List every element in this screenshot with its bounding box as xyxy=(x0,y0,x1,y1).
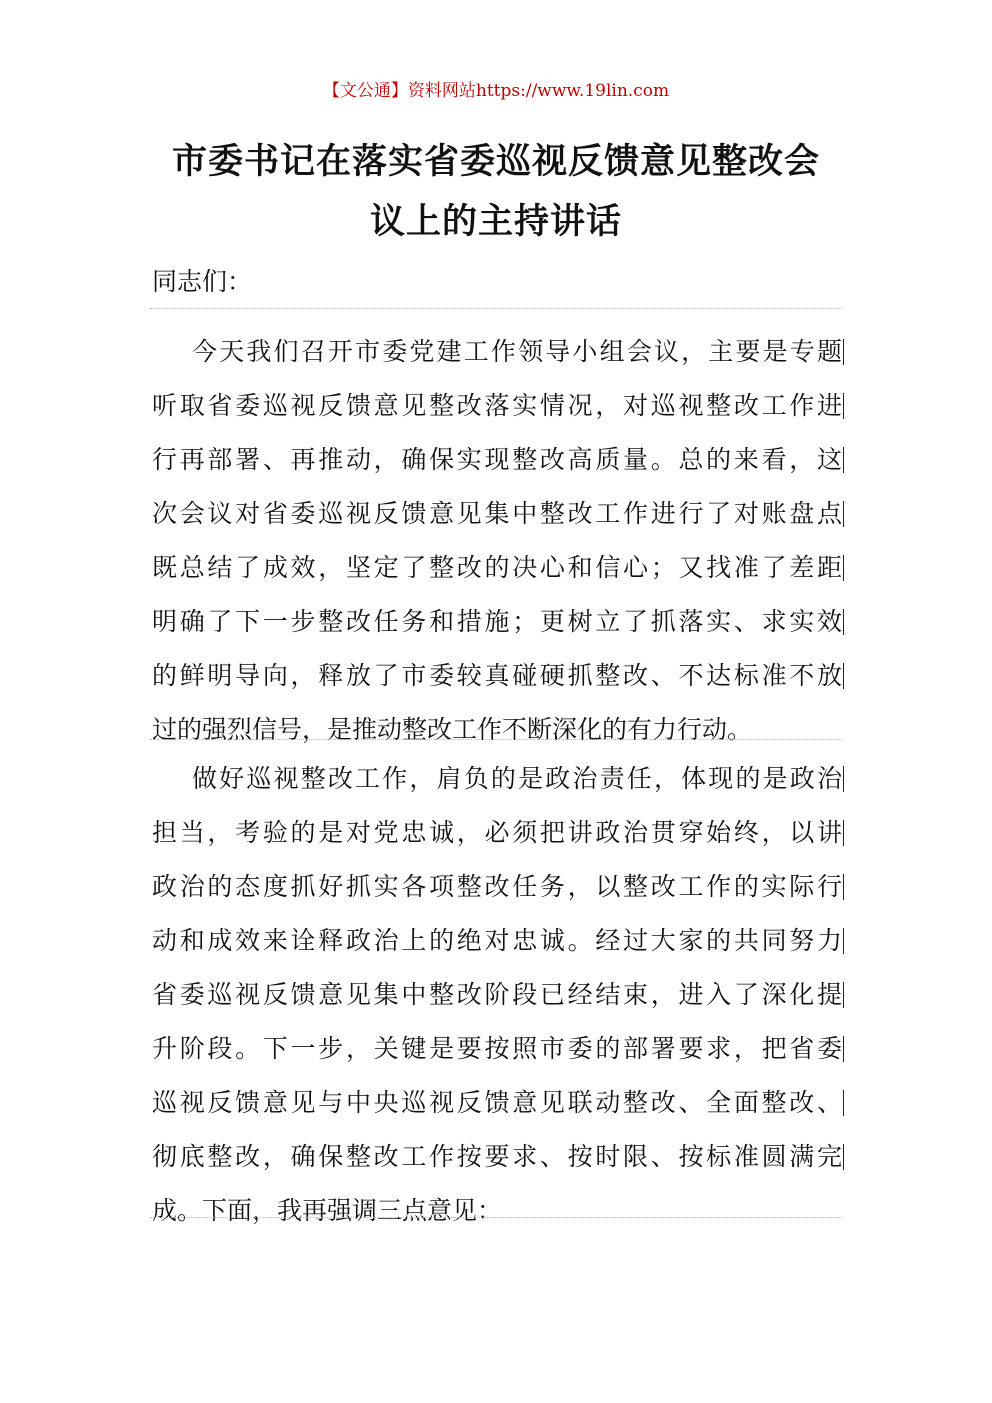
paragraph-line: 的鲜明导向，释放了市委较真碰硬抓整改、不达标准不放 xyxy=(152,661,842,690)
divider xyxy=(150,1217,842,1218)
paragraph-line: 省委巡视反馈意见集中整改阶段已经结束，进入了深化提 xyxy=(152,980,842,1009)
paragraph-line: 政治的态度抓好抓实各项整改任务，以整改工作的实际行 xyxy=(152,872,842,901)
paragraph-line: 过的强烈信号，是推动整改工作不断深化的有力行动。 xyxy=(152,715,753,744)
divider xyxy=(150,308,842,309)
paragraph-line: 听取省委巡视反馈意见整改落实情况，对巡视整改工作进 xyxy=(152,391,842,420)
paragraph-line: 彻底整改，确保整改工作按要求、按时限、按标准圆满完 xyxy=(152,1142,842,1171)
header-link[interactable]: 【文公通】资料网站https://www.19lin.com xyxy=(322,81,670,101)
title-line-2: 议上的主持讲话 xyxy=(369,201,622,242)
document-title xyxy=(150,132,842,252)
paragraph-line: 做好巡视整改工作，肩负的是政治责任，体现的是政治 xyxy=(192,764,842,793)
paragraph-line: 次会议对省委巡视反馈意见集中整改工作进行了对账盘点 xyxy=(152,499,842,528)
paragraph-line: 担当，考验的是对党忠诚，必须把讲政治贯穿始终，以讲 xyxy=(152,818,842,847)
paragraph-line: 既总结了成效，坚定了整改的决心和信心；又找准了差距 xyxy=(152,553,842,582)
paragraph-line: 明确了下一步整改任务和措施；更树立了抓落实、求实效 xyxy=(152,607,842,636)
paragraph-line: 巡视反馈意见与中央巡视反馈意见联动整改、全面整改、 xyxy=(152,1088,842,1117)
paragraph-line: 行再部署、再推动，确保实现整改高质量。总的来看，这 xyxy=(152,445,842,474)
greeting: 同志们： xyxy=(152,267,253,296)
paragraph-2 xyxy=(152,752,842,1238)
paragraph-line: 动和成效来诠释政治上的绝对忠诚。经过大家的共同努力 xyxy=(152,926,842,955)
divider xyxy=(150,739,842,740)
title-line-1: 市委书记在落实省委巡视反馈意见整改会 xyxy=(171,141,820,182)
paragraph-line: 升阶段。下一步，关键是要按照市委的部署要求，把省委 xyxy=(152,1034,842,1063)
paragraph-line: 今天我们召开市委党建工作领导小组会议，主要是专题 xyxy=(192,337,842,366)
paragraph-line: 成。下面，我再强调三点意见： xyxy=(152,1196,503,1225)
paragraph-1 xyxy=(152,325,842,757)
